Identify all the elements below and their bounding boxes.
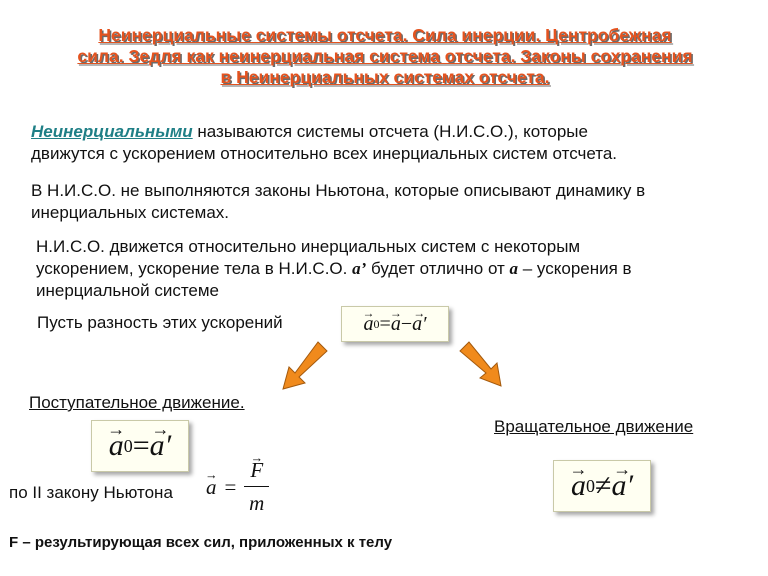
equals-sign: = bbox=[379, 312, 391, 335]
vec-a0: → a bbox=[109, 429, 124, 463]
difference-label: Пусть разность этих ускорений bbox=[37, 313, 283, 332]
vec-a: → a bbox=[206, 475, 217, 500]
fraction-f-over-m bbox=[244, 458, 269, 516]
symbol-a: a bbox=[509, 259, 519, 278]
term-noninertial: Неинерциальными bbox=[31, 122, 193, 141]
mass-m: m bbox=[249, 491, 265, 515]
acceleration-line-2b: будет отлично от bbox=[366, 259, 510, 278]
rotational-heading: Вращательное движение bbox=[494, 417, 694, 436]
left-arrow-icon bbox=[283, 342, 327, 389]
formula-equal bbox=[91, 420, 189, 472]
acceleration-line-2a: ускорением, ускорение тела в Н.И.С.О. bbox=[36, 259, 353, 278]
vec-a-prime: → a′ bbox=[412, 313, 426, 336]
symbol-a-prime: a’ bbox=[352, 259, 367, 278]
vec-a: → a bbox=[391, 313, 401, 336]
definition-text-2: движутся с ускорением относительно всех инерциальных систем отсчета. bbox=[31, 144, 618, 163]
not-equal-sign: ≠ bbox=[594, 469, 612, 502]
translational-heading: Поступательное движение. bbox=[29, 393, 245, 412]
minus-sign: − bbox=[400, 312, 413, 335]
title-line-2: сила. Зедля как неинерциальная система отсчета. Законы сохранения bbox=[77, 46, 693, 66]
right-arrow-icon bbox=[460, 342, 501, 386]
formula-newton bbox=[206, 458, 269, 516]
acceleration-line-1: Н.И.С.О. движется относительно инерциальных систем с некоторым bbox=[36, 237, 581, 256]
sub-zero: 0 bbox=[123, 435, 133, 456]
sub-zero: 0 bbox=[373, 316, 380, 331]
formula-not-equal bbox=[553, 460, 651, 512]
title-line-1: Неинерциальные системы отсчета. Сила инерции. Центробежная bbox=[98, 25, 672, 45]
equals-sign: = bbox=[224, 474, 237, 499]
definition-text-1: называются системы отсчета (Н.И.С.О.), которые bbox=[192, 122, 588, 141]
newton-second-law-label: по II закону Ньютона bbox=[9, 483, 173, 502]
vec-f: → F bbox=[250, 458, 263, 483]
newton-laws-line-2: инерциальных системах. bbox=[31, 203, 229, 222]
force-note: F – результирующая всех сил, приложенных к телу bbox=[9, 534, 393, 551]
vec-a-prime: → a′ bbox=[150, 429, 172, 463]
vec-a-prime: → a′ bbox=[611, 469, 633, 503]
sub-zero: 0 bbox=[585, 475, 595, 496]
acceleration-line-3: инерциальной системе bbox=[36, 281, 220, 300]
vec-a0: → a bbox=[571, 469, 586, 503]
equals-sign: = bbox=[132, 429, 150, 462]
title-line-3: в Неинерциальных системах отсчета. bbox=[220, 67, 550, 87]
acceleration-line-2c: – ускорения в bbox=[518, 259, 632, 278]
newton-laws-line-1: В Н.И.С.О. не выполняются законы Ньютона, которые описывают динамику в bbox=[31, 181, 646, 200]
vec-a0: → a bbox=[364, 313, 374, 336]
